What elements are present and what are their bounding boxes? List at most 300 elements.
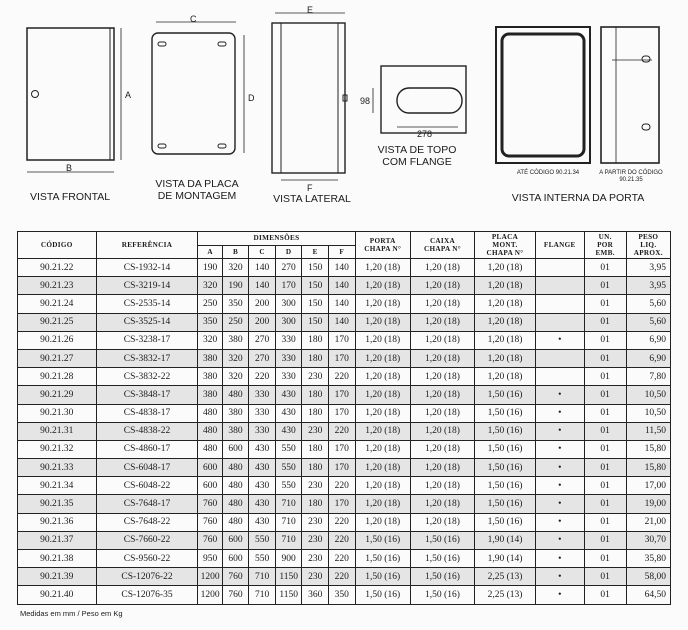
- enclosure-views-drawing: [0, 0, 688, 222]
- header-codigo: CÓDIGO: [18, 232, 97, 259]
- table-cell: [535, 277, 584, 295]
- table-cell: 1,20 (18): [410, 277, 474, 295]
- table-cell: 1,50 (16): [475, 440, 536, 458]
- table-row: [18, 531, 671, 549]
- table-cell: 480: [222, 386, 249, 404]
- table-cell: CS-12076-22: [96, 568, 198, 586]
- table-row: [18, 495, 671, 513]
- table-cell: 180: [302, 495, 329, 513]
- table-cell: 01: [584, 277, 626, 295]
- table-cell: 1,20 (18): [355, 404, 410, 422]
- table-cell: 1,20 (18): [410, 259, 474, 277]
- table-cell: CS-3832-17: [96, 349, 198, 367]
- table-cell: 200: [249, 295, 276, 313]
- table-cell: 1,50 (16): [355, 568, 410, 586]
- dimension-a-label: A: [125, 90, 132, 100]
- table-cell: 320: [222, 349, 249, 367]
- header-referencia: REFERÊNCIA: [96, 232, 198, 259]
- table-cell: 1,20 (18): [475, 313, 536, 331]
- table-cell: 150: [302, 259, 329, 277]
- table-cell: 1,50 (16): [410, 531, 474, 549]
- table-cell: 600: [222, 531, 249, 549]
- table-cell: 1,20 (18): [355, 331, 410, 349]
- front-view-drawing: [27, 28, 121, 172]
- table-cell: 1,50 (16): [475, 422, 536, 440]
- table-cell: 330: [249, 386, 276, 404]
- table-row: [18, 568, 671, 586]
- table-cell: 58,00: [626, 568, 670, 586]
- caption-frontal: VISTA FRONTAL: [29, 191, 111, 203]
- table-cell: 64,50: [626, 586, 670, 604]
- table-cell: 1,50 (16): [475, 386, 536, 404]
- table-cell: •: [535, 586, 584, 604]
- table-cell: 1200: [198, 586, 222, 604]
- table-cell: 01: [584, 313, 626, 331]
- table-cell: 7,80: [626, 368, 670, 386]
- table-cell: 220: [328, 422, 355, 440]
- table-cell: 480: [222, 513, 249, 531]
- table-cell: 230: [302, 531, 329, 549]
- table-cell: 190: [198, 259, 222, 277]
- table-cell: 480: [198, 422, 222, 440]
- table-cell: CS-1932-14: [96, 259, 198, 277]
- table-cell: 90.21.28: [18, 368, 97, 386]
- table-cell: 330: [249, 404, 276, 422]
- table-cell: 1,20 (18): [355, 440, 410, 458]
- table-cell: 150: [302, 295, 329, 313]
- table-cell: 1,20 (18): [355, 386, 410, 404]
- table-cell: 550: [249, 550, 276, 568]
- table-cell: 90.21.34: [18, 477, 97, 495]
- table-cell: 1,20 (18): [410, 459, 474, 477]
- header-dim-d: D: [275, 245, 302, 259]
- table-cell: 01: [584, 404, 626, 422]
- note-a-partir: A PARTIR DO CÓDIGO 90.21.35: [599, 170, 663, 183]
- table-cell: 900: [275, 550, 302, 568]
- table-cell: 710: [275, 513, 302, 531]
- table-cell: 600: [222, 440, 249, 458]
- table-cell: 1,50 (16): [475, 459, 536, 477]
- footnote: Medidas em mm / Peso em Kg: [20, 609, 123, 618]
- table-cell: 1,20 (18): [410, 295, 474, 313]
- table-cell: 1,20 (18): [410, 368, 474, 386]
- table-cell: 170: [328, 440, 355, 458]
- table-cell: 90.21.27: [18, 349, 97, 367]
- table-row: [18, 331, 671, 349]
- table-cell: 5,60: [626, 295, 670, 313]
- table-cell: 360: [302, 586, 329, 604]
- table-cell: 170: [328, 349, 355, 367]
- table-cell: 1,50 (16): [475, 495, 536, 513]
- table-cell: 01: [584, 259, 626, 277]
- table-cell: 480: [222, 459, 249, 477]
- table-cell: 90.21.33: [18, 459, 97, 477]
- table-cell: 1,20 (18): [475, 295, 536, 313]
- table-cell: 230: [302, 513, 329, 531]
- table-cell: 140: [249, 277, 276, 295]
- table-cell: CS-7660-22: [96, 531, 198, 549]
- table-cell: 480: [222, 477, 249, 495]
- table-cell: 170: [328, 495, 355, 513]
- table-cell: 1,20 (18): [410, 313, 474, 331]
- table-cell: 600: [198, 459, 222, 477]
- table-cell: 1150: [275, 568, 302, 586]
- table-cell: 90.21.40: [18, 586, 97, 604]
- table-cell: 90.21.32: [18, 440, 97, 458]
- table-cell: 220: [328, 513, 355, 531]
- table-cell: 01: [584, 440, 626, 458]
- top-view-drawing: [373, 66, 466, 133]
- table-cell: 350: [328, 586, 355, 604]
- caption-interna: VISTA INTERNA DA PORTA: [511, 192, 645, 204]
- table-cell: 1,20 (18): [355, 495, 410, 513]
- table-cell: 140: [328, 277, 355, 295]
- caption-placa: VISTA DA PLACA DE MONTAGEM: [155, 178, 239, 202]
- table-cell: [535, 313, 584, 331]
- table-row: [18, 586, 671, 604]
- header-dim-b: B: [222, 245, 249, 259]
- table-cell: 6,90: [626, 331, 670, 349]
- table-cell: 90.21.25: [18, 313, 97, 331]
- table-cell: 90.21.37: [18, 531, 97, 549]
- table-cell: 270: [249, 349, 276, 367]
- table-cell: 90.21.23: [18, 277, 97, 295]
- table-cell: 320: [198, 277, 222, 295]
- table-cell: CS-4838-22: [96, 422, 198, 440]
- dimension-b-label: B: [66, 163, 73, 173]
- table-cell: 180: [302, 331, 329, 349]
- table-cell: [535, 295, 584, 313]
- table-cell: CS-3832-22: [96, 368, 198, 386]
- table-cell: 1,20 (18): [410, 477, 474, 495]
- table-cell: CS-12076-35: [96, 586, 198, 604]
- table-cell: 230: [302, 568, 329, 586]
- table-cell: 430: [249, 477, 276, 495]
- table-body: [18, 259, 671, 605]
- table-cell: 220: [328, 531, 355, 549]
- dimension-98-label: 98: [360, 96, 371, 106]
- table-cell: 11,50: [626, 422, 670, 440]
- table-cell: 150: [302, 313, 329, 331]
- table-cell: 01: [584, 368, 626, 386]
- table-cell: 350: [198, 313, 222, 331]
- table-cell: 170: [275, 277, 302, 295]
- table-cell: 90.21.36: [18, 513, 97, 531]
- table-cell: 760: [222, 586, 249, 604]
- dimension-c-label: C: [190, 14, 197, 24]
- table-cell: 170: [328, 459, 355, 477]
- door-internal-drawing: [496, 27, 659, 163]
- table-cell: 1,20 (18): [355, 368, 410, 386]
- table-cell: 320: [198, 331, 222, 349]
- table-cell: 710: [275, 495, 302, 513]
- header-placa: PLACA MONT. CHAPA N°: [475, 232, 536, 259]
- table-cell: 1,50 (16): [410, 550, 474, 568]
- table-cell: 01: [584, 477, 626, 495]
- table-row: [18, 349, 671, 367]
- table-cell: 250: [198, 295, 222, 313]
- table-cell: 2,25 (13): [475, 568, 536, 586]
- table-cell: 330: [249, 422, 276, 440]
- table-cell: 90.21.24: [18, 295, 97, 313]
- table-cell: 380: [198, 386, 222, 404]
- product-spec-table: [17, 231, 671, 605]
- table-cell: 430: [249, 459, 276, 477]
- table-cell: 220: [249, 368, 276, 386]
- table-cell: 1,20 (18): [355, 513, 410, 531]
- table-cell: 270: [275, 259, 302, 277]
- table-cell: •: [535, 550, 584, 568]
- table-row: [18, 459, 671, 477]
- table-cell: CS-3219-14: [96, 277, 198, 295]
- table-cell: 330: [275, 349, 302, 367]
- table-cell: 1150: [275, 586, 302, 604]
- technical-drawings: [0, 0, 688, 222]
- table-cell: 380: [222, 422, 249, 440]
- table-row: [18, 404, 671, 422]
- table-cell: 1,20 (18): [475, 277, 536, 295]
- table-row: [18, 259, 671, 277]
- table-cell: 1,20 (18): [355, 259, 410, 277]
- dimension-278-label: 278: [417, 129, 433, 139]
- table-cell: 760: [198, 513, 222, 531]
- table-cell: 140: [328, 313, 355, 331]
- table-cell: CS-3238-17: [96, 331, 198, 349]
- table-cell: 1,20 (18): [410, 422, 474, 440]
- table-cell: 230: [302, 422, 329, 440]
- table-cell: 1,20 (18): [475, 349, 536, 367]
- table-cell: 1,20 (18): [475, 331, 536, 349]
- table-cell: •: [535, 422, 584, 440]
- header-dimensoes: DIMENSÕES: [198, 232, 355, 246]
- table-cell: •: [535, 440, 584, 458]
- table-cell: 01: [584, 331, 626, 349]
- table-row: [18, 277, 671, 295]
- table-cell: 140: [328, 259, 355, 277]
- table-cell: 1,90 (14): [475, 531, 536, 549]
- table-row: [18, 422, 671, 440]
- header-un: UN. POR EMB.: [584, 232, 626, 259]
- table-cell: 1,20 (18): [355, 295, 410, 313]
- table-cell: 710: [249, 568, 276, 586]
- table-cell: 3,95: [626, 277, 670, 295]
- table-cell: 430: [275, 386, 302, 404]
- table-cell: 430: [275, 422, 302, 440]
- dimension-f-label: F: [307, 183, 313, 193]
- header-dim-a: A: [198, 245, 222, 259]
- table-cell: 1,20 (18): [475, 259, 536, 277]
- dimension-e-label: E: [307, 5, 314, 15]
- table-cell: 430: [249, 440, 276, 458]
- table-cell: 220: [328, 368, 355, 386]
- table-cell: •: [535, 459, 584, 477]
- table-cell: 180: [302, 349, 329, 367]
- table-cell: 600: [198, 477, 222, 495]
- table-cell: 760: [198, 531, 222, 549]
- table-cell: 950: [198, 550, 222, 568]
- table-cell: 1,50 (16): [355, 531, 410, 549]
- table-cell: 180: [302, 440, 329, 458]
- table-cell: •: [535, 531, 584, 549]
- header-dim-c: C: [249, 245, 276, 259]
- table-cell: 1,20 (18): [410, 349, 474, 367]
- table-cell: 320: [222, 259, 249, 277]
- table-cell: 140: [328, 295, 355, 313]
- table-cell: 19,00: [626, 495, 670, 513]
- table-cell: [535, 368, 584, 386]
- table-cell: 01: [584, 295, 626, 313]
- header-flange: FLANGE: [535, 232, 584, 259]
- table-cell: 1,50 (16): [410, 586, 474, 604]
- table-cell: 270: [249, 331, 276, 349]
- table-cell: 170: [328, 386, 355, 404]
- table-cell: 1,20 (18): [355, 459, 410, 477]
- mounting-plate-drawing: [152, 22, 244, 154]
- table-cell: 550: [249, 531, 276, 549]
- table-cell: 90.21.35: [18, 495, 97, 513]
- table-cell: 190: [222, 277, 249, 295]
- table-cell: 220: [328, 568, 355, 586]
- table-cell: 1200: [198, 568, 222, 586]
- table-cell: 760: [222, 568, 249, 586]
- table-cell: 380: [222, 331, 249, 349]
- table-row: [18, 313, 671, 331]
- table-cell: 1,50 (16): [475, 477, 536, 495]
- header-caixa: CAIXA CHAPA N°: [410, 232, 474, 259]
- table-cell: 170: [328, 404, 355, 422]
- table-cell: 430: [249, 513, 276, 531]
- table-cell: 300: [275, 313, 302, 331]
- table-cell: 01: [584, 349, 626, 367]
- table-row: [18, 550, 671, 568]
- table-cell: 01: [584, 586, 626, 604]
- table-cell: 1,20 (18): [355, 313, 410, 331]
- table-cell: CS-6048-22: [96, 477, 198, 495]
- table-cell: 1,20 (18): [410, 331, 474, 349]
- table-cell: 5,60: [626, 313, 670, 331]
- table-cell: 1,50 (16): [475, 404, 536, 422]
- table-cell: 150: [302, 277, 329, 295]
- table-cell: 330: [275, 368, 302, 386]
- table-cell: 1,50 (16): [475, 513, 536, 531]
- note-ate-codigo: ATÉ CÓDIGO 90.21.34: [516, 170, 580, 176]
- table-cell: 230: [302, 550, 329, 568]
- table-cell: 350: [222, 295, 249, 313]
- table-cell: •: [535, 495, 584, 513]
- table-cell: 6,90: [626, 349, 670, 367]
- table-cell: 90.21.38: [18, 550, 97, 568]
- table-cell: 1,20 (18): [410, 440, 474, 458]
- table-cell: 01: [584, 459, 626, 477]
- table-cell: 480: [198, 440, 222, 458]
- table-cell: 1,20 (18): [355, 477, 410, 495]
- table-cell: 1,20 (18): [355, 349, 410, 367]
- side-view-drawing: [272, 13, 347, 180]
- table-cell: 15,80: [626, 440, 670, 458]
- table-cell: CS-6048-17: [96, 459, 198, 477]
- table-cell: 430: [249, 495, 276, 513]
- table-cell: 230: [302, 368, 329, 386]
- header-porta: PORTA CHAPA N°: [355, 232, 410, 259]
- table-cell: 1,50 (16): [355, 586, 410, 604]
- table-cell: 90.21.29: [18, 386, 97, 404]
- table-cell: CS-9560-22: [96, 550, 198, 568]
- caption-topo: VISTA DE TOPO COM FLANGE: [377, 144, 457, 168]
- table-cell: 1,20 (18): [410, 386, 474, 404]
- table-cell: 380: [198, 368, 222, 386]
- table-cell: CS-2535-14: [96, 295, 198, 313]
- table-cell: 90.21.39: [18, 568, 97, 586]
- table-cell: CS-3525-14: [96, 313, 198, 331]
- table-row: [18, 513, 671, 531]
- table-cell: 180: [302, 386, 329, 404]
- table-cell: 710: [249, 586, 276, 604]
- table-cell: •: [535, 404, 584, 422]
- table-row: [18, 477, 671, 495]
- table-row: [18, 295, 671, 313]
- table-cell: 35,80: [626, 550, 670, 568]
- table-cell: •: [535, 513, 584, 531]
- table-cell: CS-7648-22: [96, 513, 198, 531]
- table-cell: 300: [275, 295, 302, 313]
- table-cell: 380: [222, 404, 249, 422]
- table-cell: 90.21.31: [18, 422, 97, 440]
- table-cell: •: [535, 386, 584, 404]
- table-cell: •: [535, 331, 584, 349]
- table-cell: 550: [275, 477, 302, 495]
- table-cell: 1,20 (18): [410, 513, 474, 531]
- table-cell: 380: [198, 349, 222, 367]
- table-row: [18, 440, 671, 458]
- table-cell: CS-7648-17: [96, 495, 198, 513]
- table-cell: 90.21.30: [18, 404, 97, 422]
- table-cell: 1,90 (14): [475, 550, 536, 568]
- table-cell: 140: [249, 259, 276, 277]
- table-cell: •: [535, 477, 584, 495]
- table-cell: 1,50 (16): [355, 550, 410, 568]
- table-cell: [535, 349, 584, 367]
- table-cell: 600: [222, 550, 249, 568]
- table-cell: 430: [275, 404, 302, 422]
- table-cell: 01: [584, 568, 626, 586]
- table-cell: 01: [584, 386, 626, 404]
- table-cell: 220: [328, 477, 355, 495]
- table-cell: 1,20 (18): [355, 422, 410, 440]
- table-cell: 330: [275, 331, 302, 349]
- table-cell: 01: [584, 495, 626, 513]
- table-cell: 1,20 (18): [475, 368, 536, 386]
- table-cell: 01: [584, 531, 626, 549]
- table-row: [18, 386, 671, 404]
- table-cell: 01: [584, 513, 626, 531]
- table-cell: 1,20 (18): [355, 277, 410, 295]
- table-cell: [535, 259, 584, 277]
- table-cell: 01: [584, 550, 626, 568]
- table-cell: 230: [302, 477, 329, 495]
- caption-lateral: VISTA LATERAL: [273, 193, 351, 205]
- table-cell: CS-4860-17: [96, 440, 198, 458]
- table-cell: 710: [275, 531, 302, 549]
- table-cell: •: [535, 568, 584, 586]
- table-cell: 480: [198, 404, 222, 422]
- table-cell: CS-4838-17: [96, 404, 198, 422]
- table-cell: 180: [302, 459, 329, 477]
- table-cell: 1,50 (16): [410, 568, 474, 586]
- table-cell: 10,50: [626, 386, 670, 404]
- table-row: [18, 368, 671, 386]
- header-dim-e: E: [302, 245, 329, 259]
- table-cell: 760: [198, 495, 222, 513]
